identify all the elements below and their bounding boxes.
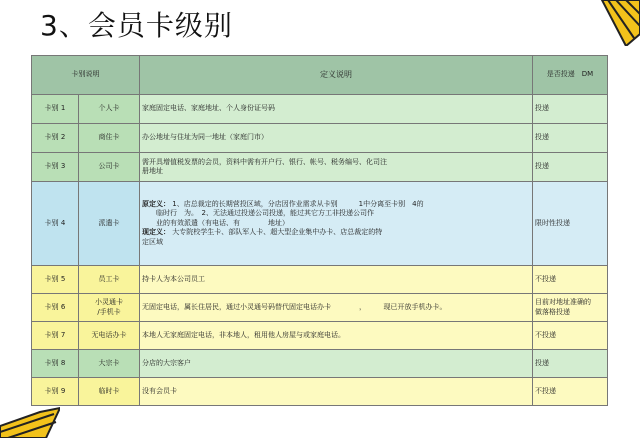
card-name: 公司卡 bbox=[79, 153, 140, 182]
current-definition-label: 现定义： bbox=[142, 228, 170, 237]
dm-delivery: 投递 bbox=[533, 95, 608, 124]
card-definition bbox=[140, 153, 533, 182]
table-row bbox=[32, 182, 608, 266]
dm-line: 目前对地址准确的 bbox=[535, 298, 591, 307]
card-name-line: /手机卡 bbox=[97, 307, 121, 316]
table-header-row bbox=[32, 56, 608, 95]
dm-line: 做落格投递 bbox=[535, 307, 570, 316]
card-number: 卡别 9 bbox=[32, 378, 79, 406]
card-name: 大宗卡 bbox=[79, 350, 140, 378]
dm-delivery: 投递 bbox=[533, 153, 608, 182]
dm-delivery: 限时性投递 bbox=[533, 182, 608, 266]
card-number: 卡别 1 bbox=[32, 95, 79, 124]
definition-line: 定区域 bbox=[142, 237, 163, 246]
card-number: 卡别 4 bbox=[32, 182, 79, 266]
card-name: 商住卡 bbox=[79, 124, 140, 153]
dm-delivery: 投递 bbox=[533, 350, 608, 378]
pencil-icon bbox=[0, 404, 60, 438]
card-name: 无电话办卡 bbox=[79, 322, 140, 350]
card-definition: 持卡人为本公司员工 bbox=[140, 266, 533, 294]
table-row bbox=[32, 124, 608, 153]
header-card-type: 卡别说明 bbox=[32, 56, 140, 95]
card-name bbox=[79, 294, 140, 322]
card-definition: 分店的大宗客户 bbox=[140, 350, 533, 378]
card-number: 卡别 2 bbox=[32, 124, 79, 153]
table-row bbox=[32, 266, 608, 294]
card-name-line: 小灵通卡 bbox=[95, 298, 123, 307]
table-row bbox=[32, 350, 608, 378]
card-number: 卡别 3 bbox=[32, 153, 79, 182]
card-name: 派遣卡 bbox=[79, 182, 140, 266]
table-row bbox=[32, 294, 608, 322]
table-row bbox=[32, 378, 608, 406]
card-definition: 家庭固定电话、家庭地址、个人身份证号码 bbox=[140, 95, 533, 124]
definition-line: 业的有效派遣（有电话、有 地址） bbox=[142, 218, 289, 227]
card-name: 临时卡 bbox=[79, 378, 140, 406]
definition-line: 册地址 bbox=[142, 167, 163, 175]
card-definition: 本地人无家庭固定电话，非本地人，租用他人房屋与或家庭电话。 bbox=[140, 322, 533, 350]
definition-line: 需开具增值税发票的会员，资料中需有开户行、银行、帐号、税务编号、化司注 bbox=[142, 157, 387, 166]
pencil-icon bbox=[584, 0, 640, 46]
card-definition: 无固定电话，属长住居民，通过小灵通号码替代固定电话办卡 ， 现已开放手机办卡。 bbox=[140, 294, 533, 322]
definition-line: 大专院校学生卡、部队军人卡、超大型企业集中办卡、店总裁定的特 bbox=[172, 228, 383, 237]
card-definition: 没有会员卡 bbox=[140, 378, 533, 406]
original-definition-label: 原定义： bbox=[142, 199, 170, 208]
dm-delivery bbox=[533, 294, 608, 322]
dm-delivery: 不投递 bbox=[533, 378, 608, 406]
card-number: 卡别 6 bbox=[32, 294, 79, 322]
table-row bbox=[32, 95, 608, 124]
table-row bbox=[32, 153, 608, 182]
header-definition: 定义说明 bbox=[140, 56, 533, 95]
card-name: 员工卡 bbox=[79, 266, 140, 294]
card-number: 卡别 7 bbox=[32, 322, 79, 350]
membership-card-table bbox=[31, 55, 608, 406]
header-dm-delivery: 是否投递 DM bbox=[533, 56, 608, 95]
definition-line: 1、店总裁定的长期营投区域，分店因作业需求从卡别 1中分离至卡别 4的 bbox=[172, 199, 424, 208]
dm-delivery: 投递 bbox=[533, 124, 608, 153]
dm-delivery: 不投递 bbox=[533, 322, 608, 350]
dm-delivery: 不投递 bbox=[533, 266, 608, 294]
card-definition: 办公地址与住址为同一地址（家庭门市） bbox=[140, 124, 533, 153]
card-number: 卡别 8 bbox=[32, 350, 79, 378]
card-definition bbox=[140, 182, 533, 266]
card-number: 卡别 5 bbox=[32, 266, 79, 294]
card-name: 个人卡 bbox=[79, 95, 140, 124]
table-row bbox=[32, 322, 608, 350]
page-title: 3、会员卡级别 bbox=[40, 9, 233, 42]
definition-line: 临时行 为。 2、无法通过投递公司投递，能过其它方工非投递公司作 bbox=[142, 209, 374, 218]
